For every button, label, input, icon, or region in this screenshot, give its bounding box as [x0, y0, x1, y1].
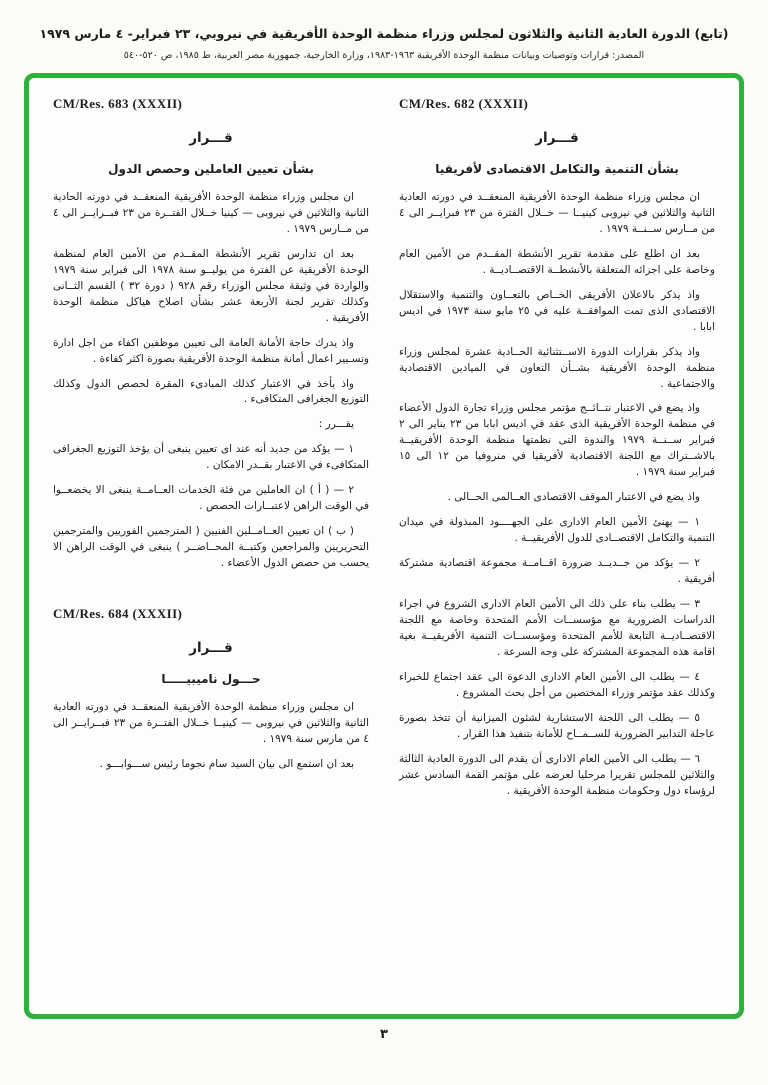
- resolution-684-section: [53, 606, 369, 773]
- paragraph: واذ يضع في الاعتبار الموقف الاقتصادى العــالمى الحــالى .: [447, 491, 700, 504]
- paragraph: ٢ — يؤكد من جــديــد ضرورة اقــامــة مجموعة اقتصادية مشتركة أفريقية .: [399, 557, 715, 586]
- paragraph: واذ يذكر بقرارات الدورة الاســتثنائية الحــادية عشرة لمجلس وزراء منظمة الوحدة الأفريقية بشــأن التعاون في الميادين الاقتصادية والاجتماعية .: [399, 345, 715, 390]
- paragraph: ان مجلس وزراء منظمة الوحدة الأفريقية المنعقــد في دورته الحادية الثانية والثلاثين في نيروبى — كينيا خــلال الفتــرة من ٢٣ فبــرايــر الى ٤ من مــارس ١٩٧٩ .: [53, 191, 369, 235]
- document-header: [24, 26, 744, 61]
- resolution-682-subtitle: بشأن التنمية والتكامل الاقتصادى لأفريقيا: [435, 162, 679, 176]
- resolution-683-id: CM/Res. 683 (XXXII): [53, 96, 183, 111]
- column-right: [399, 96, 715, 1000]
- two-column-layout: [53, 96, 715, 1000]
- resolution-683-heading: قـــرار: [189, 130, 233, 146]
- paragraph: واذ يضع في الاعتبار نتــائــج مؤتمر مجلس وزراء تجارة الدول الأعضاء في منظمة الوحدة الأفريقية الذى عقد في اديس ابابا من ٢٣ يناير الى ٢ فبراير ســنــة ١٩٧٩ والندوة التى نظمتها منظمة الوحدة الأفريقيــة بالاشــتراك مع اللجنة الاقتصادية لأفريقيا في منروفيا من ١٢ الى ١٥ فبراير سنة ١٩٧٩ .: [399, 402, 715, 479]
- resolution-682-heading: قـــرار: [535, 130, 579, 146]
- header-source-line: المصدر: قرارات وتوصيات وبيانات منظمة الوحدة الأفريقية ١٩٦٣-١٩٨٣، وزارة الخارجية، جمهورية مصر العربية، ط ١٩٨٥، ص ٥٢٠-٥٤٠: [123, 50, 645, 61]
- paragraph: ( ب ) ان تعيين العــامــلين الفنيين ( المترجمين الفوريين والمترجمين التحريريين والمراجعين وكتبــة المحــاضــر ) ينبغى في الوقت الراهن الا يحسب من حصص الدول الأعضاء .: [53, 525, 369, 570]
- resolution-682-section: [399, 96, 715, 800]
- paragraph: ١ — يؤكد من جديد أنه عند اى تعيين ينبغى أن يؤخذ التوزيع الجغرافى المتكافىء في الاعتبار بقــدر الامكان .: [53, 443, 369, 472]
- resolution-682-id: CM/Res. 682 (XXXII): [399, 96, 529, 111]
- resolution-684-body: [53, 700, 369, 773]
- paragraph: واذ يأخذ في الاعتبار كذلك المبادىء المقرة لحصص الدول وكذلك التوزيع الجغرافى المتكافىء .: [53, 377, 369, 406]
- paragraph: يقـــرر :: [318, 418, 354, 431]
- paragraph: ان مجلس وزراء منظمة الوحدة الأفريقية المنعقــد في دورته العادية الثانية والثلاثين في نيروبى كينيــا — خــلال الفترة من ٢٣ فبرايــر الى ٤ من مــارس ســنــة ١٩٧٩ .: [399, 191, 716, 235]
- paragraph: ١ — يهنئ الأمين العام الادارى على الجهــــود المبذولة في ميدان التنمية والتكامل الاقتصــادى للدول الأفريقيــة .: [399, 516, 715, 545]
- resolution-683-subtitle: بشأن تعيين العاملين وحصص الدول: [108, 162, 314, 176]
- column-left: [53, 96, 369, 1000]
- resolution-684-heading: قـــرار: [189, 640, 233, 657]
- resolution-684-id: CM/Res. 684 (XXXII): [53, 606, 183, 622]
- paragraph: بعد ان اطلع على مقدمة تقرير الأنشطة المقــدم من الأمين العام وخاصة على اجزائه المتعلقة بالأنشطــة الاقتصــاديــة .: [399, 247, 715, 276]
- resolution-682-body: [399, 190, 715, 800]
- resolution-683-body: [53, 190, 369, 572]
- paragraph: واذ يذكر بالاعلان الأفريقى الخــاص بالتعــاون والتنمية والاستقلال الاقتصادى الذى تمت الموافقــة عليه في ٢٥ مايو سنة ١٩٧٣ في اديس ابابا .: [399, 288, 716, 333]
- header-session-title: (تابع) الدورة العادية الثانية والثلاثون لمجلس وزراء منظمة الوحدة الأفريقية في نيروبي، ٢٣ فبراير- ٤ مارس ١٩٧٩: [39, 26, 729, 41]
- content-frame: [24, 73, 744, 1019]
- paragraph: ٥ — يطلب الى اللجنة الاستشارية لشئون الميزانية أن تتخذ بصورة عاجلة التدابير الضرورية للســمــاح للأمانة بتنفيذ هذا القرار .: [399, 711, 715, 740]
- paragraph: ٤ — يطلب الى الأمين العام الادارى الدعوة الى عقد اجتماع للخبراء وكذلك عقد مؤتمر وزراء المختصين من أجل بحث المشروع .: [399, 670, 715, 699]
- paragraph: ٢ — ( أ ) ان العاملين من فئة الخدمات العــامــة ينبغى الا يخضعــوا في الوقت الراهن لاعتبــارات الحصص .: [53, 484, 369, 513]
- paragraph: بعد ان تدارس تقرير الأنشطة المقــدم من الأمين العام لمنظمة الوحدة الأفريقية عن الفترة من يوليــو سنة ١٩٧٨ الى فبراير سنة ١٩٧٩ والواردة في وثيقة مجلس الوزراء رقم ٩٢٨ ( دورة ٣٢ ) القسم الثــانى وكذلك تقرير لجنة الأربعة عشر بشأن اصلاح هياكل منظمة الوحدة الأفريقية .: [53, 247, 370, 324]
- paragraph: بعد ان استمع الى بيان السيد سام نجوما رئيس ســـوابـــو .: [99, 757, 354, 770]
- paragraph: ٣ — يطلب بناء على ذلك الى الأمين العام الادارى الشروع في اجراء الدراسات الضرورية مع مؤسســات الأمم المتحدة وخاصة مع اللجنة الاقتصــاديــة التابعة للأمم المتحدة ومؤسســات التنمية الأفريقيــة بغية اقامة هذه المجموعة المشتركة على وجه السرعة .: [399, 598, 715, 658]
- paragraph: ان مجلس وزراء منظمة الوحدة الأفريقية المنعقــد في دورته العادية الثانية والثلاثين في نيروبى — كينيــا خــلال الفتــرة من ٢٣ فبــرايــر الى ٤ من مارس سنة ١٩٧٩ .: [53, 701, 370, 745]
- paragraph: واذ يدرك حاجة الأمانة العامة الى تعيين موظفين اكفاء من اجل ادارة وتسـيير اعمال أمانة منظمة الوحدة الأفريقية بصورة اكثر كفاءة .: [53, 336, 369, 365]
- resolution-684-subtitle: حـــول ناميبيـــــا: [161, 672, 261, 687]
- paragraph: ٦ — يطلب الى الأمين العام الادارى أن يقدم الى الدورة العادية الثالثة والثلاثين للمجلس تقريرا مرحليا لعرضه على مؤتمر القمة السادس عشر لرؤساء دول وحكومات منظمة الوحدة الأفريقية .: [399, 752, 715, 797]
- page-number: ٣: [380, 1027, 388, 1042]
- resolution-683-section: [53, 96, 369, 572]
